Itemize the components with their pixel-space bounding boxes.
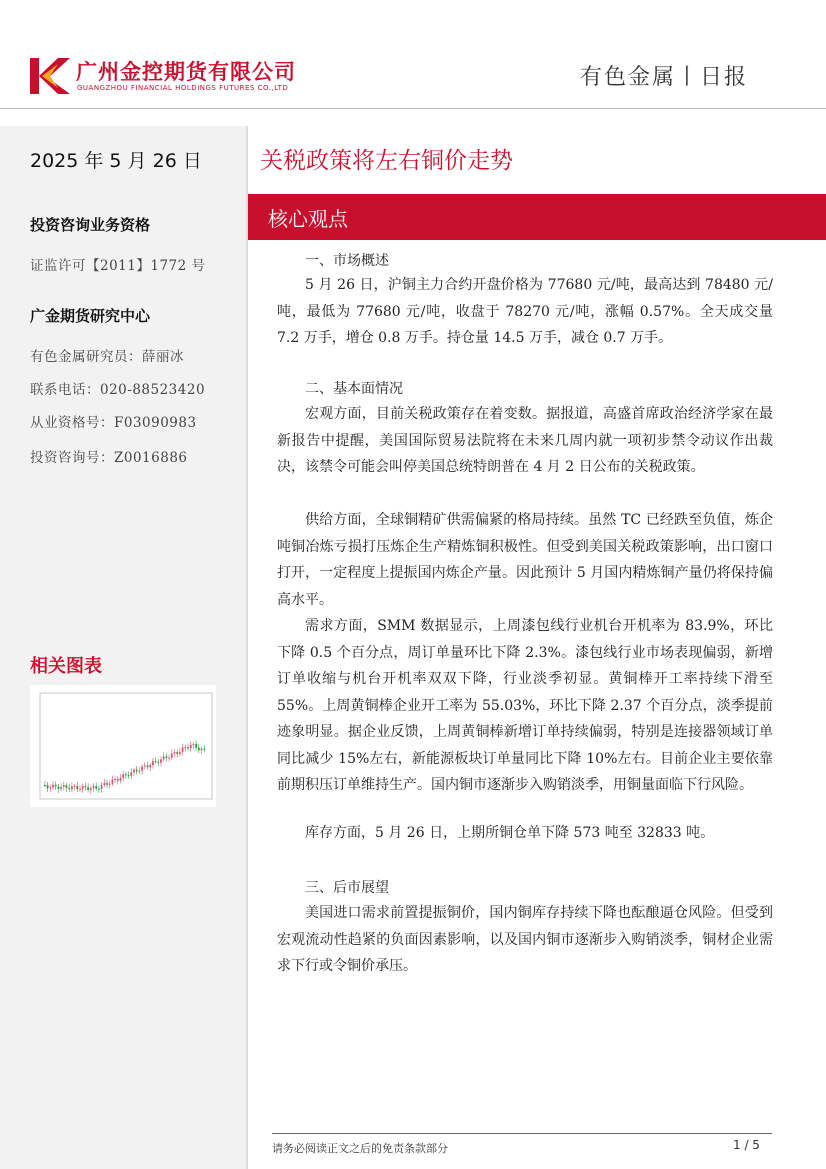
candle-body	[125, 774, 127, 775]
section-heading: 三、后市展望	[305, 880, 389, 896]
candle-body	[90, 788, 92, 790]
candle-body	[152, 761, 154, 765]
candle-body	[166, 756, 168, 757]
candle-body	[114, 779, 116, 780]
candle-body	[195, 744, 197, 748]
qualification-title: 投资咨询业务资格	[30, 216, 151, 234]
company-name-cn: 广州金控期货有限公司	[76, 60, 296, 84]
report-date: 2025 年 5 月 26 日	[30, 150, 202, 172]
candle-body	[193, 744, 195, 745]
candle-body	[168, 758, 170, 759]
column-divider	[246, 126, 248, 1169]
candle-body	[141, 767, 143, 771]
candle-body	[106, 783, 108, 785]
candle-body	[101, 785, 103, 789]
section-heading: 二、基本面情况	[305, 381, 403, 397]
candle-body	[71, 786, 73, 789]
company-name-en: GUANGZHOU FINANCIAL HOLDINGS FUTURES CO.,LTD	[77, 84, 289, 92]
candle-body	[163, 756, 165, 759]
research-center-title: 广金期货研究中心	[30, 307, 151, 325]
candle-body	[49, 788, 51, 789]
candle-body	[93, 786, 95, 788]
footer-divider	[272, 1133, 772, 1134]
disclaimer-note: 请务必阅读正文之后的免责条款部分	[272, 1142, 448, 1155]
license-number: 证监许可【2011】1772 号	[30, 258, 206, 274]
candle-body	[82, 786, 84, 789]
candle-body	[109, 784, 111, 785]
candle-body	[66, 785, 68, 788]
candle-body	[182, 747, 184, 751]
researcher-name: 有色金属研究员：薛丽冰	[30, 349, 184, 365]
candle-body	[198, 748, 200, 751]
candle-body	[149, 765, 151, 767]
candle-body	[157, 762, 159, 763]
candle-body	[60, 787, 62, 789]
paragraph: 供给方面，全球铜精矿供需偏紧的格局持续。虽然 TC 已经跌至负值，炼企吨铜冶炼亏损打压炼企生产精炼铜积极性。但受到美国关税政策影响，出口窗口打开，一定程度上提振国内炼企产量。因此预计 5 月国内精炼铜产量仍将保持偏高水平。	[277, 512, 773, 608]
candle-body	[133, 770, 135, 773]
practice-qualification-number: 从业资格号：F03090983	[30, 415, 197, 431]
candle-body	[63, 785, 65, 787]
candle-body	[128, 775, 130, 776]
candle-body	[130, 772, 132, 776]
report-headline: 关税政策将左右铜价走势	[260, 148, 513, 174]
candle-body	[122, 774, 124, 778]
candle-body	[103, 783, 105, 785]
candle-body	[68, 788, 70, 789]
consulting-number: 投资咨询号：Z0016886	[30, 450, 188, 466]
candle-body	[98, 789, 100, 790]
candle-body	[147, 766, 149, 768]
candle-body	[95, 786, 97, 788]
report-type-label: 有色金属丨日报	[579, 65, 748, 90]
candle-body	[76, 786, 78, 789]
contact-phone: 联系电话：020-88523420	[30, 382, 206, 398]
page-number: 1 / 5	[733, 1138, 760, 1152]
candle-body	[44, 785, 46, 786]
candle-body	[112, 780, 114, 784]
candle-body	[203, 749, 205, 750]
candle-body	[52, 785, 54, 788]
candle-body	[201, 749, 203, 751]
paragraph: 美国进口需求前置提振铜价，国内铜库存持续下降也酝酿逼仓风险。但受到宏观流动性趋紧的负面因素影响，以及国内铜市逐渐步入购销淡季，铜材企业需求下行或令铜价承压。	[277, 905, 773, 974]
candle-body	[85, 786, 87, 787]
paragraph: 宏观方面，目前关税政策存在着变数。据报道，高盛首席政治经济学家在最新报告中提醒，美国国际贸易法院将在未来几周内就一项初步禁令动议作出裁决，该禁令可能会叫停美国总统特朗普在 4 月 2 日公布的关税政策。	[277, 406, 773, 475]
candle-body	[74, 786, 76, 787]
candle-body	[171, 754, 173, 758]
candle-body	[139, 771, 141, 772]
candle-body	[55, 785, 57, 787]
candle-body	[87, 787, 89, 790]
paragraph: 5 月 26 日，沪铜主力合约开盘价格为 77680 元/吨，最高达到 78480 元/吨，最低为 77680 元/吨，收盘于 78270 元/吨，涨幅 0.57%。全天成交量 7.2 万手，增仓 0.8 万手。持仓量 14.5 万手，减仓 0.7 万手。	[277, 277, 773, 346]
candle-body	[176, 752, 178, 754]
section-heading: 一、市场概述	[305, 253, 389, 269]
candle-body	[144, 766, 146, 767]
header-divider	[0, 108, 826, 109]
candle-body	[47, 785, 49, 788]
paragraph: 需求方面，SMM 数据显示，上周漆包线行业机台开机率为 83.9%，环比下降 0.5 个百分点，周订单量环比下降 2.3%。漆包线行业市场表现偏弱，新增订单收缩与机台开机率双双下降，行业淡季初显。黄铜棒开工率持续下滑至 55%。上周黄铜棒企业开工率为 55.03%，环比下降 2.37 个百分点，淡季提前迹象明显。据企业反馈，上周黄铜棒新增订单持续偏弱，特别是连接器领域订单同比减少 15%左右，新能源板块订单量同比下降 10%左右。目前企业主要依靠前期积压订单维持生产。国内铜市逐渐步入购销淡季，用铜量面临下行风险。	[277, 618, 773, 793]
candle-body	[190, 745, 192, 748]
candle-body	[187, 747, 189, 748]
related-charts-title: 相关图表	[30, 656, 102, 677]
candle-body	[117, 779, 119, 781]
candle-body	[58, 786, 60, 788]
candle-body	[155, 761, 157, 762]
core-view-title: 核心观点	[268, 207, 348, 231]
candle-body	[174, 752, 176, 753]
candle-body	[179, 752, 181, 754]
company-logo-icon	[28, 56, 72, 96]
sidebar-background	[0, 126, 246, 1169]
candle-body	[120, 778, 122, 781]
paragraph: 库存方面，5 月 26 日，上期所铜仓单下降 573 吨至 32833 吨。	[305, 825, 715, 841]
candle-body	[136, 770, 138, 772]
candle-body	[79, 789, 81, 790]
related-chart-thumbnail[interactable]	[30, 685, 216, 807]
candle-body	[184, 747, 186, 748]
candle-body	[160, 759, 162, 762]
